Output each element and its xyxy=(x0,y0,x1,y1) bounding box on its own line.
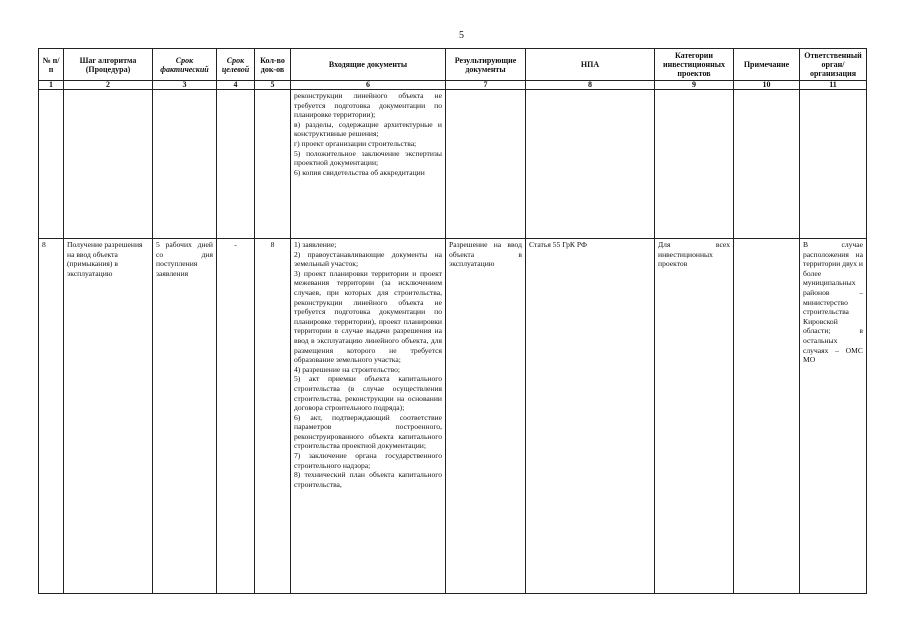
list-item: реконструкции линейного объекта не требуется подготовка документации по планировке территории); xyxy=(294,91,442,120)
column-number: 11 xyxy=(800,81,867,90)
header-step: Шаг алгоритма (Процедура) xyxy=(64,49,153,81)
result-docs: Разрешение на ввод объекта в эксплуатацию xyxy=(446,239,526,594)
cell-empty xyxy=(255,90,291,239)
header-responsible: Ответственный орган/организация xyxy=(800,49,867,81)
column-number: 9 xyxy=(655,81,734,90)
list-item: 4) разрешение на строительство; xyxy=(294,364,401,374)
header-incoming-docs: Входящие документы xyxy=(291,49,446,81)
list-item: 6) копия свидетельства об аккредитации xyxy=(294,167,425,177)
list-item: г) проект организации строительства; xyxy=(294,138,417,148)
cell-empty xyxy=(217,90,255,239)
header-term-actual xyxy=(153,49,217,81)
cell-empty xyxy=(526,90,655,239)
responsible-body: В случае расположения на территории двух и более муниципальных районов – министерство строительства Кировской области; в остальных случаях – ОМС МО xyxy=(800,239,867,594)
cell-empty xyxy=(153,90,217,239)
header-npa: НПА xyxy=(526,49,655,81)
list-item: 5) акт приемки объекта капитального строительства (в случае осуществления строительства, реконструкции на основании договора строительного подряда); xyxy=(294,374,442,413)
note xyxy=(734,239,800,594)
cell-empty xyxy=(800,90,867,239)
incoming-docs xyxy=(291,239,446,594)
npa: Статья 55 ГрК РФ xyxy=(526,239,655,594)
incoming-docs-continuation xyxy=(291,90,446,239)
column-number: 4 xyxy=(217,81,255,90)
list-item: 1) заявление; xyxy=(294,240,337,249)
column-number: 6 xyxy=(291,81,446,90)
list-item: 7) заключение органа государственного строительного надзора; xyxy=(294,451,442,470)
column-number: 1 xyxy=(39,81,64,90)
cell-empty xyxy=(39,90,64,239)
header-term-actual-text: Срок фактический xyxy=(160,55,209,74)
column-number: 3 xyxy=(153,81,217,90)
column-number: 10 xyxy=(734,81,800,90)
column-number: 8 xyxy=(526,81,655,90)
list-item: 6) акт, подтверждающий соответствие параметров построенного, реконструированного объекта капитального строительства проектной документации; xyxy=(294,412,442,451)
table-row-8 xyxy=(39,239,867,594)
header-term-target-text: Срок целевой xyxy=(221,55,250,74)
list-item: 2) правоустанавливающие документы на земельный участок; xyxy=(294,249,442,269)
list-item: 5) положительное заключение экспертизы проектной документации; xyxy=(294,148,442,168)
header-result-docs: Результирующие документы xyxy=(446,49,526,81)
step-name: Получение разрешения на ввод объекта (примыкания) в эксплуатацию xyxy=(64,239,153,594)
row-number: 8 xyxy=(39,239,64,594)
cell-empty xyxy=(446,90,526,239)
procedure-table xyxy=(38,48,867,594)
header-category: Категории инвестиционных проектов xyxy=(655,49,734,81)
header-term-target xyxy=(217,49,255,81)
table-row-continuation xyxy=(39,90,867,239)
project-category: Для всех инвестиционных проектов xyxy=(655,239,734,594)
cell-empty xyxy=(655,90,734,239)
header-note: Примечание xyxy=(734,49,800,81)
column-number: 5 xyxy=(255,81,291,90)
cell-empty xyxy=(64,90,153,239)
term-target: - xyxy=(217,239,255,594)
header-doc-count: Кол-во док-ов xyxy=(255,49,291,81)
column-number: 7 xyxy=(446,81,526,90)
header-num: № п/п xyxy=(39,49,64,81)
term-actual: 5 рабочих дней со дня поступления заявления xyxy=(153,239,217,594)
column-number-row xyxy=(39,81,867,90)
page-number: 5 xyxy=(459,30,464,41)
cell-empty xyxy=(734,90,800,239)
list-item: 8) технический план объекта капитального строительства, xyxy=(294,470,442,489)
list-item: 3) проект планировки территории и проект межевания территории (за исключением случаев, при которых для строительства, реконструкции линейного объекта не требуется подготовка документации по планировке территории), проект планировки территории в случае выдачи разрешения на ввод в эксплуатацию линейного объекта, для размещения которого не требуется образование земельного участка; xyxy=(294,268,442,365)
header-row xyxy=(39,49,867,81)
list-item: в) разделы, содержащие архитектурные и конструктивные решения; xyxy=(294,119,442,139)
column-number: 2 xyxy=(64,81,153,90)
doc-count: 8 xyxy=(255,239,291,594)
